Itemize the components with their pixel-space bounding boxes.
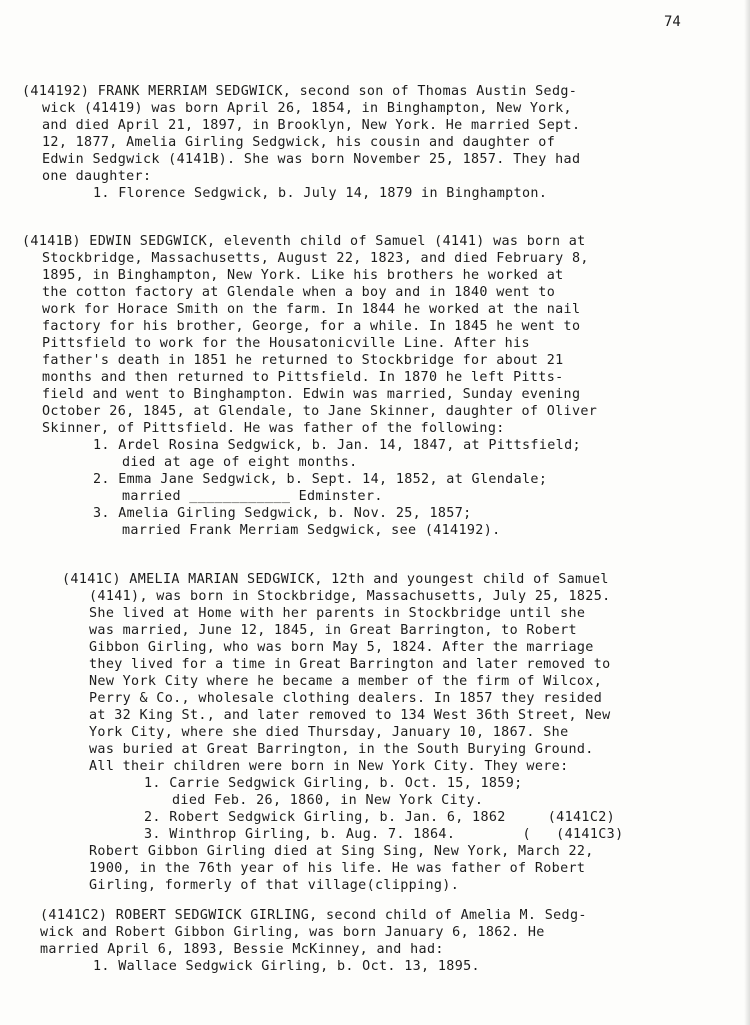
text-line: Robert Gibbon Girling died at Sing Sing, New York, March 22, <box>89 844 594 859</box>
text-line: 1895, in Binghampton, New York. Like his brothers he worked at <box>42 268 564 283</box>
text-line: 1. Wallace Sedgwick Girling, b. Oct. 13, 1895. <box>93 959 480 974</box>
text-line: and died April 21, 1897, in Brooklyn, New York. He married Sept. <box>42 118 581 133</box>
text-line: All their children were born in New York City. They were: <box>89 759 569 774</box>
text-line: (4141C) AMELIA MARIAN SEDGWICK, 12th and youngest child of Samuel <box>62 572 609 587</box>
text-line: factory for his brother, George, for a while. In 1845 he went to <box>42 319 581 334</box>
text-line: field and went to Binghampton. Edwin was married, Sunday evening <box>42 387 581 402</box>
text-line: (414192) FRANK MERRIAM SEDGWICK, second son of Thomas Austin Sedg- <box>22 84 578 99</box>
text-line: (4141), was born in Stockbridge, Massachusetts, July 25, 1825. <box>89 589 611 604</box>
text-line: Edwin Sedgwick (4141B). She was born November 25, 1857. They had <box>42 152 581 167</box>
page-edge-shadow <box>744 0 750 1025</box>
text-line: one daughter: <box>42 169 152 184</box>
text-line: died Feb. 26, 1860, in New York City. <box>172 793 484 808</box>
text-line: 2. Emma Jane Sedgwick, b. Sept. 14, 1852, at Glendale; <box>93 472 548 487</box>
text-line: Stockbridge, Massachusetts, August 22, 1823, and died February 8, <box>42 251 589 266</box>
text-line: was married, June 12, 1845, in Great Barrington, to Robert <box>89 623 577 638</box>
text-line: Gibbon Girling, who was born May 5, 1824. After the marriage <box>89 640 594 655</box>
text-line: married Frank Merriam Sedgwick, see (414192). <box>122 523 501 538</box>
text-line: 12, 1877, Amelia Girling Sedgwick, his cousin and daughter of <box>42 135 556 150</box>
text-line: Perry & Co., wholesale clothing dealers. In 1857 they resided <box>89 691 603 706</box>
text-line: Skinner, of Pittsfield. He was father of the following: <box>42 421 505 436</box>
text-line: 3. Amelia Girling Sedgwick, b. Nov. 25, 1857; <box>93 506 472 521</box>
text-line: October 26, 1845, at Glendale, to Jane Skinner, daughter of Oliver <box>42 404 598 419</box>
text-line: was buried at Great Barrington, in the South Burying Ground. <box>89 742 594 757</box>
text-line: married April 6, 1893, Bessie McKinney, and had: <box>40 942 444 957</box>
text-line: the cotton factory at Glendale when a boy and in 1840 went to <box>42 285 556 300</box>
text-line: York City, where she died Thursday, January 10, 1867. She <box>89 725 569 740</box>
text-line: wick (41419) was born April 26, 1854, in Binghampton, New York, <box>42 101 572 116</box>
text-line: 1. Florence Sedgwick, b. July 14, 1879 in Binghampton. <box>93 186 548 201</box>
text-line: (4141C2) ROBERT SEDGWICK GIRLING, second child of Amelia M. Sedg- <box>40 908 587 923</box>
text-line: months and then returned to Pittsfield. In 1870 he left Pitts- <box>42 370 564 385</box>
text-line: married ____________ Edminster. <box>122 489 383 504</box>
text-line: New York City where he became a member of the firm of Wilcox, <box>89 674 603 689</box>
text-line: Girling, formerly of that village(clipping). <box>89 878 460 893</box>
text-line: work for Horace Smith on the farm. In 1844 he worked at the nail <box>42 302 581 317</box>
text-line: Pittsfield to work for the Housatonicville Line. After his <box>42 336 530 351</box>
text-line: died at age of eight months. <box>122 455 358 470</box>
text-line: they lived for a time in Great Barrington and later removed to <box>89 657 611 672</box>
text-line: 1900, in the 76th year of his life. He was father of Robert <box>89 861 586 876</box>
text-line: She lived at Home with her parents in Stockbridge until she <box>89 606 586 621</box>
text-line: wick and Robert Gibbon Girling, was born January 6, 1862. He <box>40 925 545 940</box>
text-line: 1. Carrie Sedgwick Girling, b. Oct. 15, 1859; <box>144 776 523 791</box>
text-line: father's death in 1851 he returned to Stockbridge for about 21 <box>42 353 564 368</box>
text-line: 3. Winthrop Girling, b. Aug. 7. 1864. ( (4141C3) <box>144 827 624 842</box>
text-line: at 32 King St., and later removed to 134 West 36th Street, New <box>89 708 611 723</box>
page-number: 74 <box>664 14 681 30</box>
text-line: 2. Robert Sedgwick Girling, b. Jan. 6, 1862 (4141C2) <box>144 810 616 825</box>
text-line: 1. Ardel Rosina Sedgwick, b. Jan. 14, 1847, at Pittsfield; <box>93 438 581 453</box>
text-line: (4141B) EDWIN SEDGWICK, eleventh child of Samuel (4141) was born at <box>22 234 586 249</box>
